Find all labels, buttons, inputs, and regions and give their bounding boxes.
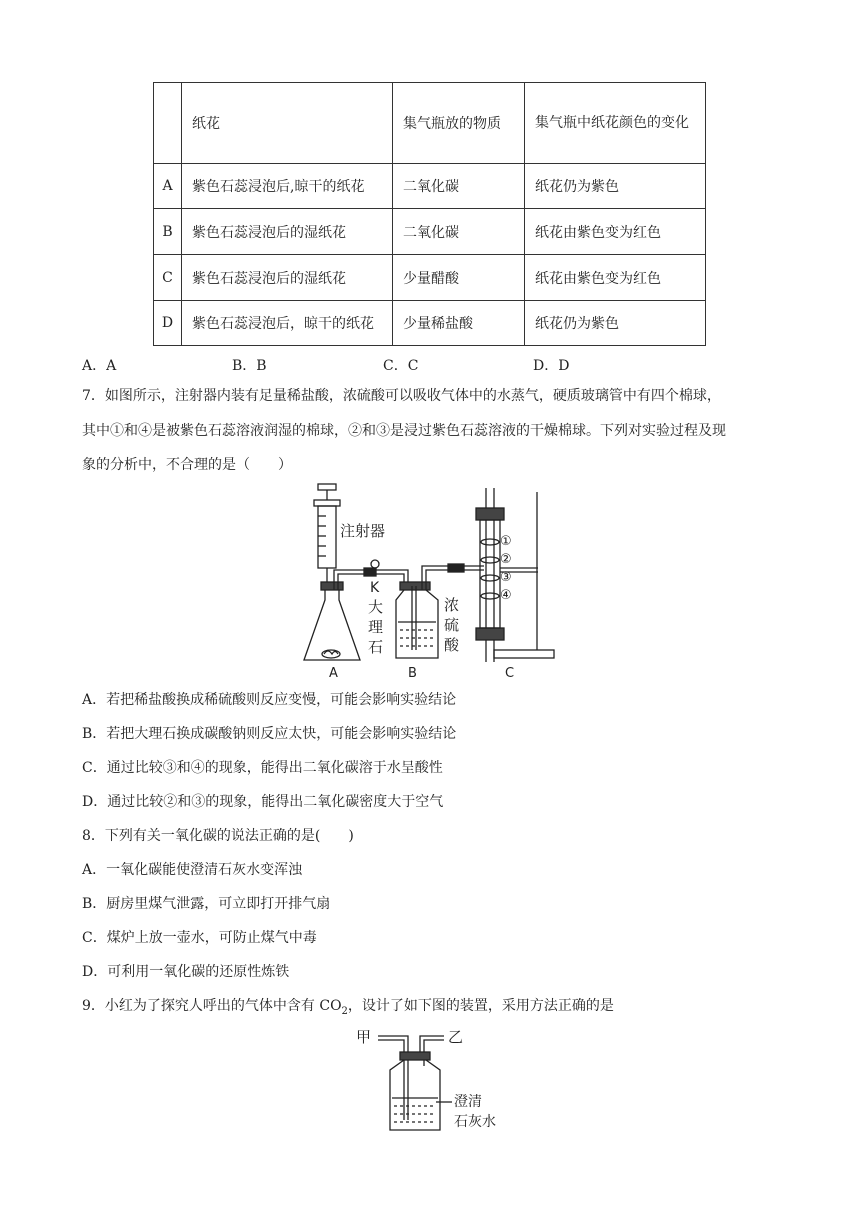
- table-cell: 少量醋酸: [393, 255, 525, 301]
- question-7-option-d: D．通过比较②和③的现象，能得出二氧化碳密度大于空气: [82, 794, 444, 810]
- table-header-cell: 集气瓶中纸花颜色的变化: [525, 83, 706, 164]
- table-cell: 二氧化碳: [393, 209, 525, 255]
- experiment-table: [153, 82, 706, 346]
- flask-label-char: 石: [368, 638, 384, 656]
- table-header-cell: 纸花: [182, 83, 393, 164]
- option-d: D．D: [533, 358, 570, 374]
- table-cell: 纸花仍为紫色: [525, 301, 706, 346]
- table-row: [154, 209, 706, 255]
- table-row: [154, 164, 706, 209]
- flask-label-char: 大: [368, 598, 384, 616]
- liquid-label-line: 石灰水: [454, 1114, 496, 1130]
- gas-washing-bottle-figure: [350, 1022, 510, 1134]
- table-cell: 纸花仍为紫色: [525, 164, 706, 209]
- question-9-stem: [82, 996, 614, 1022]
- question-7-stem-line: 7．如图所示，注射器内装有足量稀盐酸，浓硫酸可以吸收气体中的水蒸气，硬质玻璃管中有四个棉球，: [82, 388, 721, 404]
- table-cell: 紫色石蕊浸泡后的湿纸花: [182, 255, 393, 301]
- table-cell: 二氧化碳: [393, 164, 525, 209]
- table-cell: 纸花由紫色变为红色: [525, 209, 706, 255]
- question-8-stem: 8．下列有关一氧化碳的说法正确的是( ): [82, 828, 354, 844]
- question-7-option-b: B．若把大理石换成碳酸钠则反应太快，可能会影响实验结论: [82, 726, 457, 742]
- ball-label: ③: [500, 570, 512, 585]
- valve-label: K: [370, 580, 380, 596]
- experiment-apparatus-figure: [296, 482, 566, 680]
- ball-label: ①: [500, 534, 512, 549]
- table-cell: 纸花由紫色变为红色: [525, 255, 706, 301]
- table-row: [154, 301, 706, 346]
- option-b: B．B: [232, 358, 267, 374]
- table-cell: 紫色石蕊浸泡后的湿纸花: [182, 209, 393, 255]
- table-cell: 少量稀盐酸: [393, 301, 525, 346]
- flask-label-char: 理: [368, 618, 384, 636]
- liquid-label-line: 澄清: [454, 1094, 482, 1110]
- table-cell: C: [154, 255, 182, 301]
- question-7-option-a: A．若把稀盐酸换成稀硫酸则反应变慢，可能会影响实验结论: [82, 692, 457, 708]
- question-7-stem-line: 其中①和④是被紫色石蕊溶液润湿的棉球，②和③是浸过紫色石蕊溶液的干燥棉球。下列对实验过程及现: [82, 423, 726, 439]
- ball-label: ④: [500, 588, 512, 603]
- question-8-option-a: A．一氧化碳能使澄清石灰水变浑浊: [82, 862, 303, 878]
- syringe-label: 注射器: [340, 522, 386, 540]
- bottle-label-char: 硫: [444, 616, 460, 634]
- question-7-stem-line: 象的分析中，不合理的是（ ）: [82, 457, 292, 473]
- question-8-option-c: C．煤炉上放一壶水，可防止煤气中毒: [82, 930, 317, 946]
- option-a: A．A: [82, 358, 117, 374]
- outlet-label: 乙: [448, 1028, 464, 1046]
- table-row: [154, 255, 706, 301]
- option-c: C．C: [383, 358, 419, 374]
- question-9-stem-subscript: 2: [341, 1005, 348, 1017]
- part-label-c: C: [505, 666, 515, 680]
- question-9-stem-after: ，设计了如下图的装置，采用方法正确的是: [347, 998, 614, 1014]
- bottle-label-char: 浓: [444, 596, 460, 614]
- question-8-option-d: D．可利用一氧化碳的还原性炼铁: [82, 964, 290, 980]
- table-header-cell: 集气瓶放的物质: [393, 83, 525, 164]
- part-label-a: A: [329, 666, 338, 680]
- table-cell: A: [154, 164, 182, 209]
- question-8-option-b: B．厨房里煤气泄露，可立即打开排气扇: [82, 896, 331, 912]
- inlet-label: 甲: [356, 1028, 372, 1046]
- table-cell: 紫色石蕊浸泡后,晾干的纸花: [182, 164, 393, 209]
- table-header-cell: [154, 83, 182, 164]
- ball-label: ②: [500, 552, 512, 567]
- bottle-label-char: 酸: [444, 636, 460, 654]
- question-7-option-c: C．通过比较③和④的现象，能得出二氧化碳溶于水呈酸性: [82, 760, 443, 776]
- table-cell: 紫色石蕊浸泡后，晾干的纸花: [182, 301, 393, 346]
- part-label-b: B: [408, 666, 417, 680]
- table-header-row: [154, 83, 706, 164]
- table-cell: D: [154, 301, 182, 346]
- question-9-stem-before: 9．小红为了探究人呼出的气体中含有 CO: [82, 998, 342, 1014]
- table-cell: B: [154, 209, 182, 255]
